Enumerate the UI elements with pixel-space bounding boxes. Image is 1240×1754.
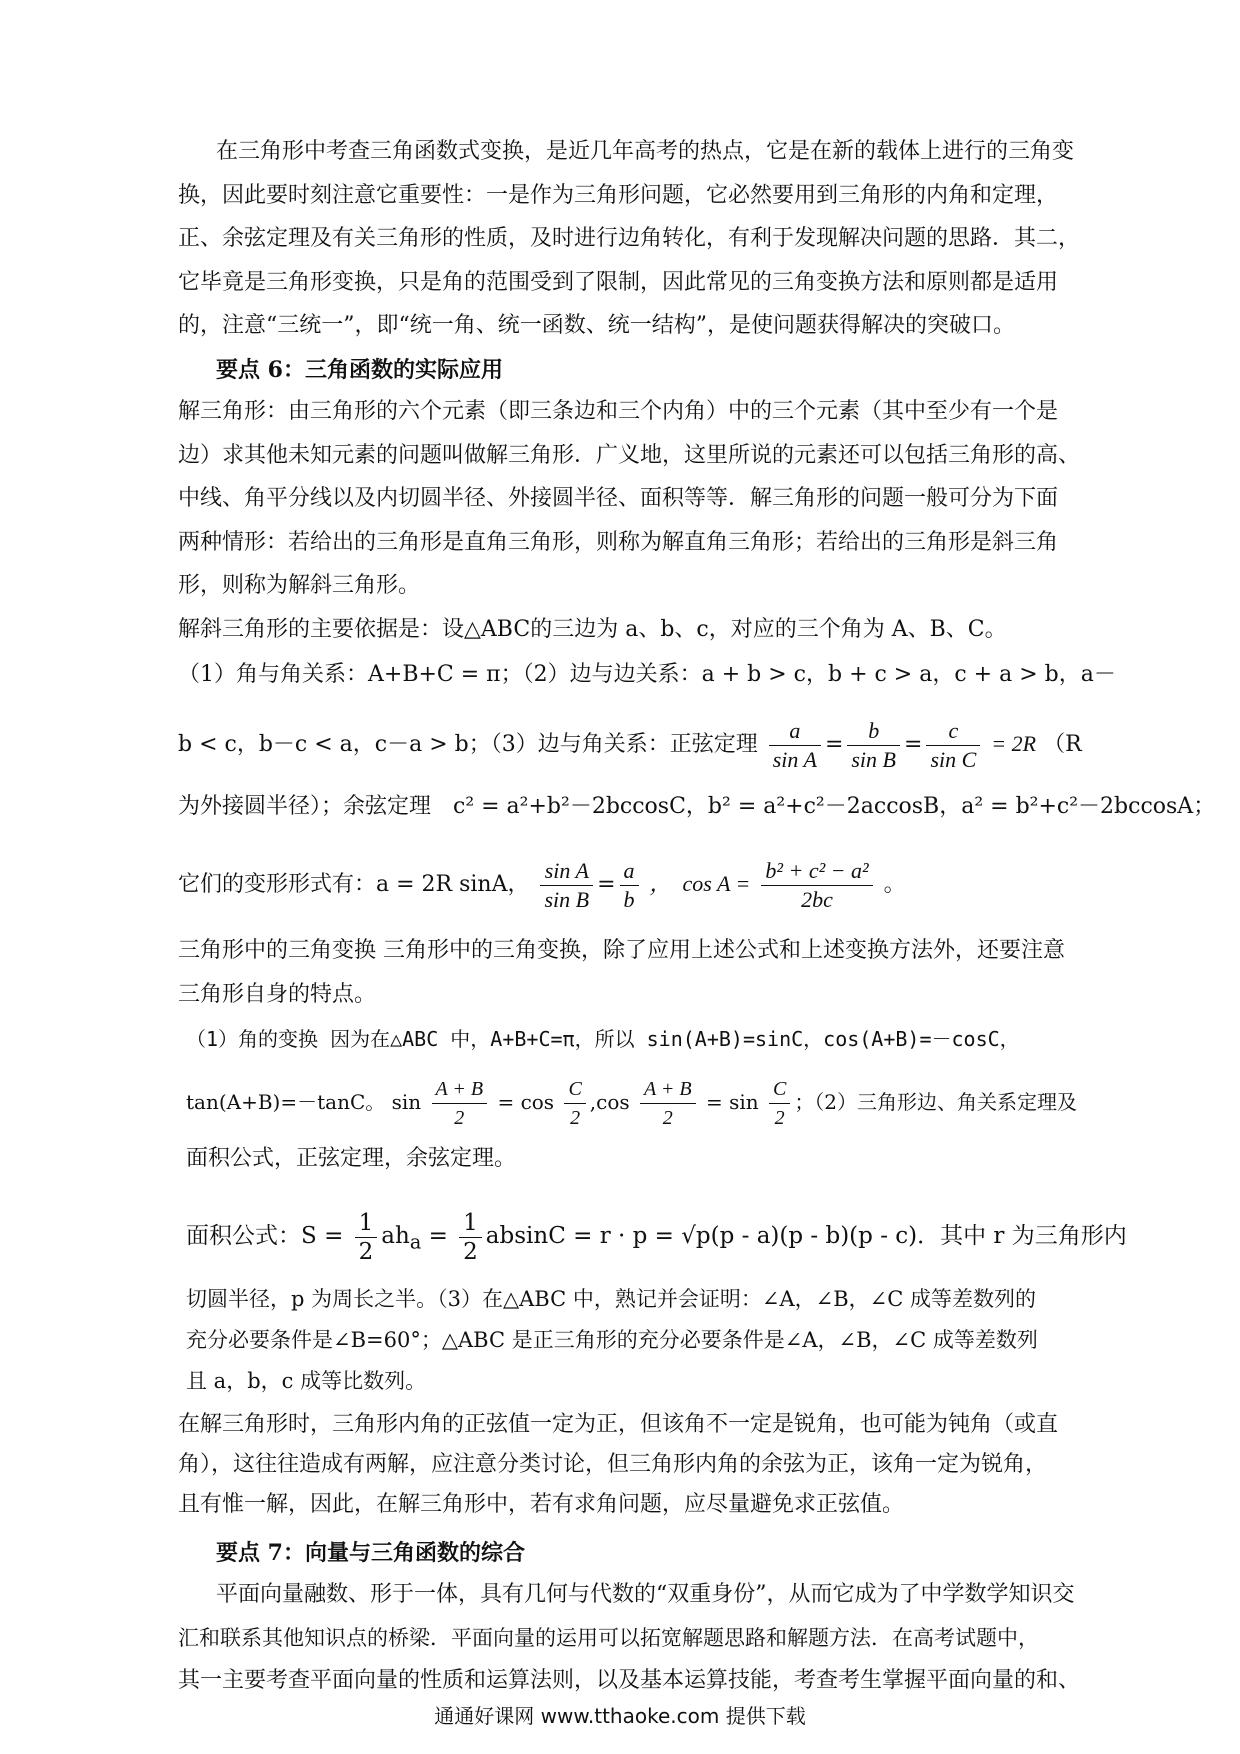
section-heading: 要点 6：三角函数的实际应用 [216,357,503,383]
fraction [432,1075,488,1132]
numerator: a [769,717,821,746]
denominator: 2 [463,1238,478,1265]
paragraph-line: 三角形自身的特点。 [178,982,377,1007]
paragraph-line: 边）求其他未知元素的问题叫做解三角形．广义地，这里所说的元素还可以包括三角形的高、 [178,443,1081,468]
denominator: sin C [930,746,977,772]
text-span: = 2R [991,731,1037,756]
text-span: ah [381,1223,410,1249]
section-heading: 要点 7：向量与三角函数的综合 [216,1540,525,1566]
fraction [640,1075,696,1132]
numerator: 1 [355,1209,378,1238]
denominator: sin A [772,746,817,772]
text-span: 。 [883,872,906,897]
text-span: = cos [497,1090,555,1114]
fraction [769,1075,790,1132]
paragraph-line: 正、余弦定理及有关三角形的性质，及时进行边角转化，有利于发现解决问题的思路．其二， [178,226,1081,251]
area-formula-line [186,1198,1127,1274]
paragraph-line: （1）角的变换 因为在△ABC 中，A+B+C=π，所以 sin(A+B)=sinC，cos(A+B)=－cosC， [186,1027,1020,1051]
denominator: sin B [851,746,896,772]
half-angle-line [186,1064,1076,1140]
text-span: ， cos A = [649,871,751,896]
paragraph-line: 解三角形：由三角形的六个元素（即三条边和三个内角）中的三个元素（其中至少有一个是 [178,399,1059,424]
denominator: 2 [454,1107,465,1129]
text-span: absinC = r · p = √p(p - a)(p - b)(p - c)．其中 r 为三角形内 [485,1223,1127,1249]
text-span: = sin [705,1090,759,1114]
text-span: 面积公式：S = [186,1223,344,1249]
fraction [620,857,639,914]
denominator: 2 [662,1107,673,1129]
fraction [459,1209,482,1266]
text-span: b < c，b－c < a，c－a > b；（3）边与角关系：正弦定理 [178,732,758,757]
numerator: 1 [459,1209,482,1238]
paragraph-line: 中线、角平分线以及内切圆半径、外接圆半径、面积等等．解三角形的问题一般可分为下面 [178,486,1059,511]
paragraph-line: 平面向量融数、形于一体，具有几何与代数的“双重身份”，从而它成为了中学数学知识交 [216,1582,1075,1607]
paragraph-line: 且 a，b，c 成等比数列。 [186,1369,427,1393]
denominator: 2bc [801,886,833,912]
text-span: ；（2）三角形边、角关系定理及 [794,1090,1078,1114]
numerator: C [769,1075,790,1104]
paragraph-line: 换，因此要时刻注意它重要性：一是作为三角形问题，它必然要用到三角形的内角和定理， [178,183,1059,208]
denominator: b [623,886,635,912]
paragraph-line: 角），这往往造成有两解，应注意分类讨论，但三角形内角的余弦为正，该角一定为锐角， [178,1452,1048,1477]
paragraph-line: 切圆半径，p 为周长之半。（3）在△ABC 中，熟记并会证明：∠A，∠B，∠C 成等差数列的 [186,1287,1036,1311]
numerator: c [926,717,980,746]
fraction [926,717,980,774]
fraction [355,1209,378,1266]
denominator: 2 [774,1107,785,1129]
subscript: a [409,1230,422,1254]
numerator: b² + c² − a² [761,857,872,886]
paragraph-line: 其一主要考查平面向量的性质和运算法则，以及基本运算技能，考查考生掌握平面向量的和、 [178,1668,1081,1693]
text-span: ,cos [589,1090,630,1114]
fraction [761,857,872,914]
paragraph-line: 汇和联系其他知识点的桥梁．平面向量的运用可以拓宽解题思路和解题方法．在高考试题中， [178,1626,1039,1650]
paragraph-line: 充分必要条件是∠B=60°；△ABC 是正三角形的充分必要条件是∠A，∠B，∠C 成等差数列 [186,1328,1038,1352]
paragraph-line: 解斜三角形的主要依据是：设△ABC的三边为 a、b、c，对应的三个角为 A、B、C。 [178,617,1007,642]
text-span: （R [1043,732,1082,757]
paragraph-line: 形，则称为解斜三角形。 [178,573,421,598]
fraction [540,857,593,914]
paragraph-line: 在三角形中考查三角函数式变换，是近几年高考的热点，它是在新的载体上进行的三角变 [216,139,1075,164]
numerator: sin A [540,857,593,886]
text-span: tan(A+B)=－tanC。 sin [186,1090,422,1114]
numerator: a [620,857,639,886]
paragraph-line: 面积公式，正弦定理，余弦定理。 [186,1146,517,1171]
fraction [847,717,900,774]
fraction [769,717,821,774]
numerator: C [564,1075,585,1104]
paragraph-line: 的，注意“三统一”，即“统一角、统一函数、统一结构”，是使问题获得解决的突破口。 [178,313,1015,338]
paragraph-line: 在解三角形时，三角形内角的正弦值一定为正，但该角不一定是锐角，也可能为钝角（或直 [178,1412,1059,1437]
numerator: A + B [640,1075,696,1104]
numerator: b [847,717,900,746]
denominator: 2 [358,1238,374,1265]
numerator: A + B [432,1075,488,1104]
paragraph-line: 两种情形：若给出的三角形是直角三角形，则称为解直角三角形；若给出的三角形是斜三角 [178,530,1059,555]
text-span: = [428,1223,448,1249]
paragraph-line: 且有惟一解，因此，在解三角形中，若有求角问题，应尽量避免求正弦值。 [178,1492,905,1517]
sine-law-line: b < c，b－c < a，c－a > b；（3）边与角关系：正弦定理 $\frac{a}{\text{sin A}}$ = $\frac{b}{\text{sin B}}$ = $\frac{c}{\text{sin C}}$ = 2R （R [178,717,1082,772]
paragraph-line: （1）角与角关系：A+B+C = π；（2）边与边关系：a + b > c，b + c > a，c + a > b，a－ [178,662,1116,687]
text-span: 它们的变形形式有：a = 2R sinA， [178,872,530,897]
fraction [564,1075,585,1132]
deform-line: 它们的变形形式有：a = 2R sinA， $\frac{\text{sin A}}{\text{sin B}}$ = $\frac{a}{b}$ ， cos A = $\frac{\text{b² + c² − a²}}{2bc}$ 。 [178,857,906,912]
denominator: sin B [544,886,590,912]
page-footer: 通通好课网 www.tthaoke.com 提供下载 [434,1704,806,1728]
paragraph-line: 三角形中的三角变换 三角形中的三角变换，除了应用上述公式和上述变换方法外，还要注意 [178,938,1065,963]
denominator: 2 [570,1107,581,1129]
paragraph-line: 它毕竟是三角形变换，只是角的范围受到了限制，因此常见的三角变换方法和原则都是适用 [178,270,1059,295]
paragraph-line: 为外接圆半径）；余弦定理 c² = a²+b²－2bccosC，b² = a²+c²－2accosB，a² = b²+c²－2bccosA； [178,794,1216,819]
